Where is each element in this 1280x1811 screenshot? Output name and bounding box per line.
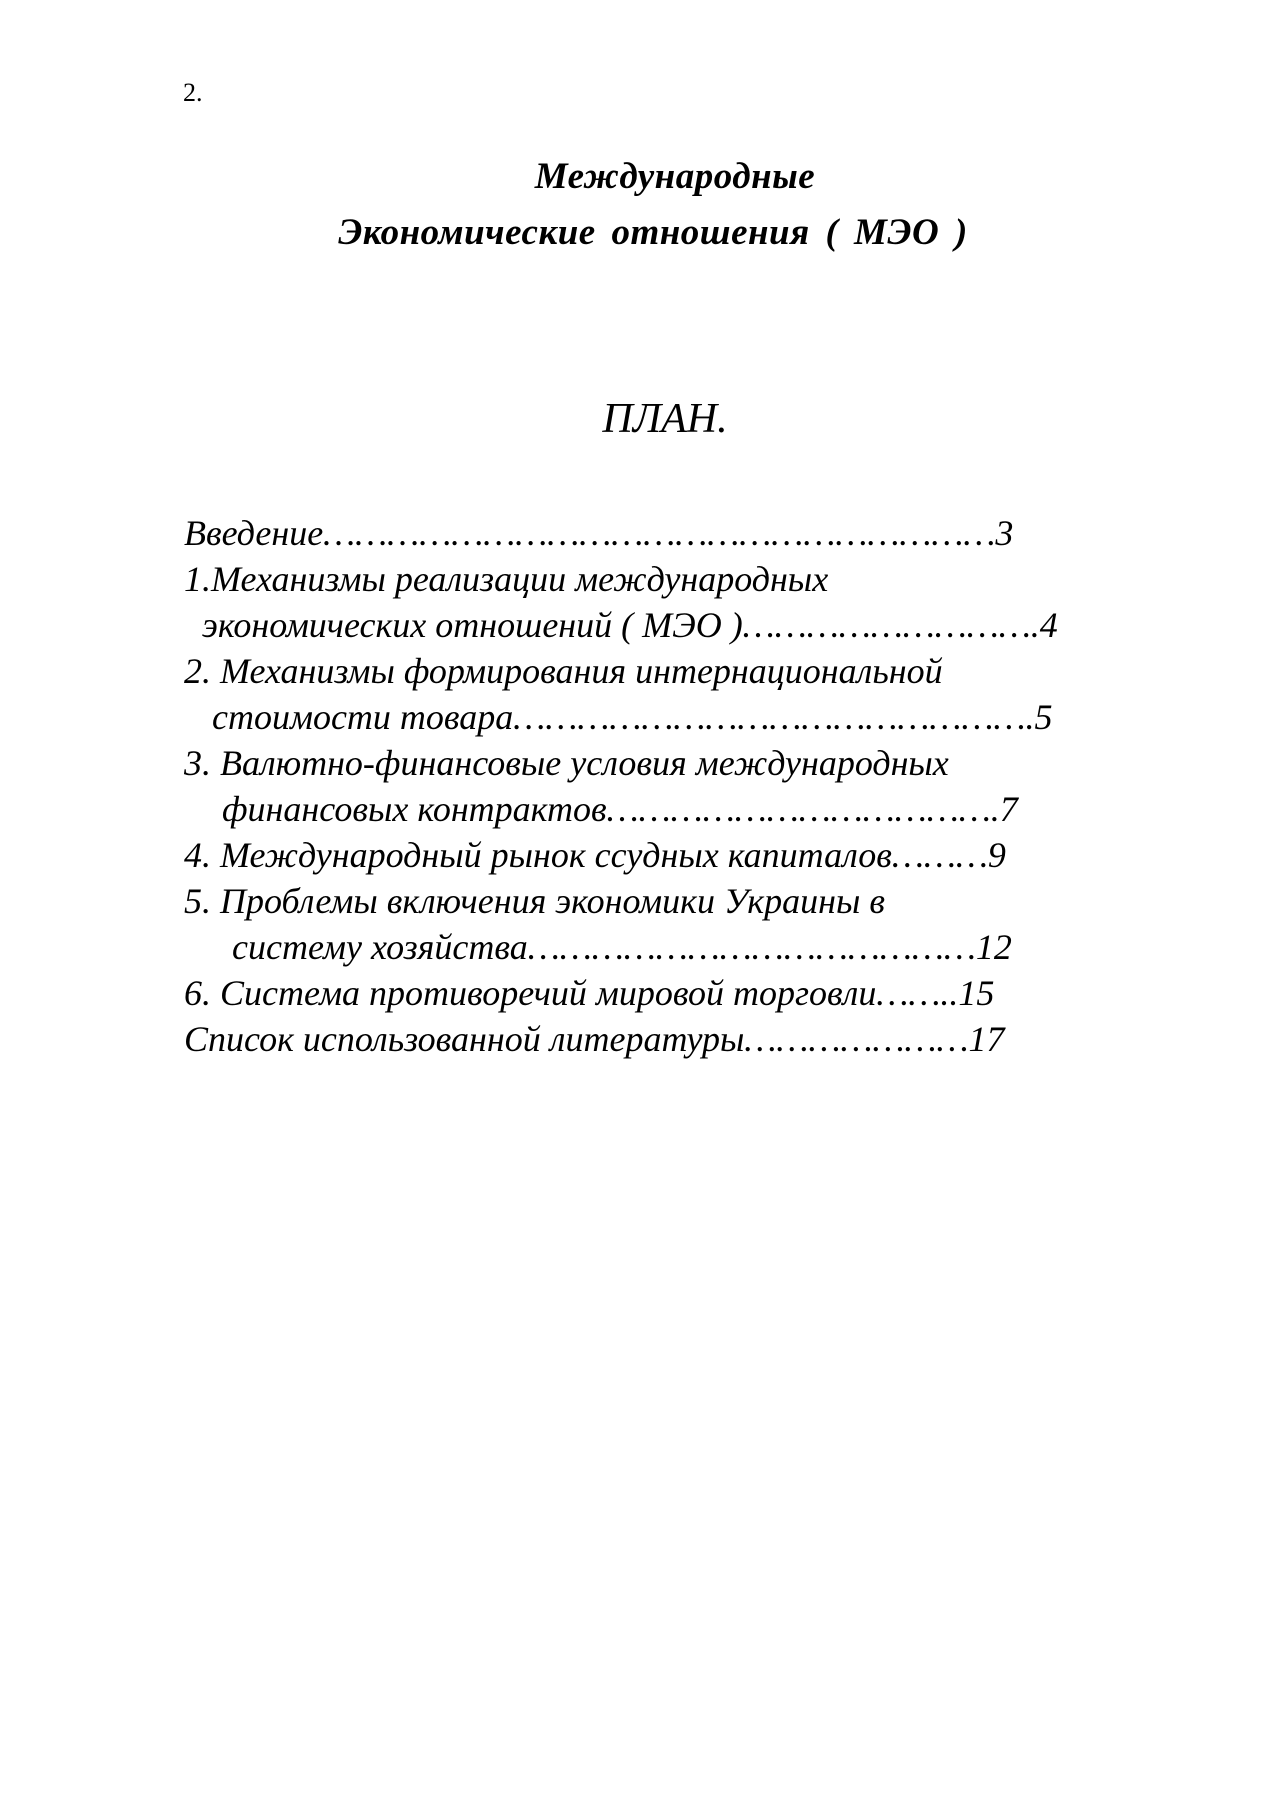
plan-heading: ПЛАН. bbox=[602, 396, 728, 442]
document-title-line-1: Международные bbox=[534, 156, 816, 197]
toc-entry-6: 6. Система противоречий мировой торговли……..15 bbox=[184, 973, 995, 1013]
toc-entry-1-continued: экономических отношений ( МЭО )……………………….4 bbox=[202, 605, 1058, 645]
toc-entry-introduction: Введение………………………………………………………3 bbox=[184, 513, 1014, 553]
table-of-contents bbox=[184, 510, 1114, 1062]
toc-entry-4: 4. Международный рынок ссудных капиталов………9 bbox=[184, 835, 1006, 875]
toc-entry-5: 5. Проблемы включения экономики Украины в bbox=[184, 881, 885, 921]
toc-entry-3: 3. Валютно-финансовые условия международных bbox=[184, 743, 949, 783]
toc-entry-2-continued: стоимости товара………………………………………….5 bbox=[212, 697, 1053, 737]
toc-entry-3-continued: финансовых контрактов……………………………….7 bbox=[222, 789, 1018, 829]
document-title-line-2: Экономические отношения ( МЭО ) bbox=[338, 212, 968, 253]
toc-entry-5-continued: систему хозяйства……………………………………12 bbox=[232, 927, 1012, 967]
page-number: 2. bbox=[183, 78, 203, 107]
toc-entry-bibliography: Список использованной литературы…………………17 bbox=[184, 1019, 1005, 1059]
toc-entry-2: 2. Механизмы формирования интернациональной bbox=[184, 651, 943, 691]
toc-entry-1: 1.Механизмы реализации международных bbox=[184, 559, 829, 599]
